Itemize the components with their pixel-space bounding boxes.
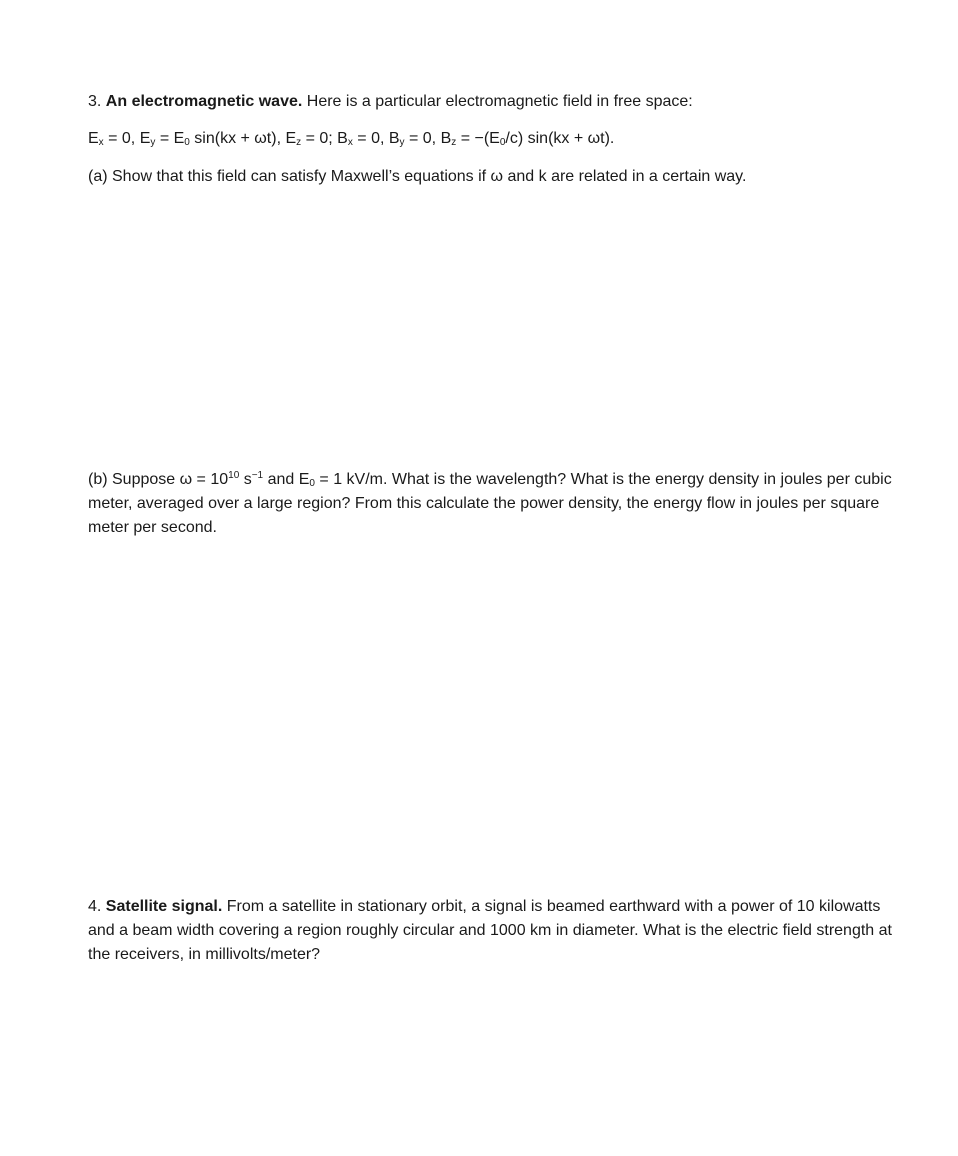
problem-4-number: 4.	[88, 898, 102, 915]
problem-4-body: From a satellite in stationary orbit, a signal is beamed earthward with a power of 10 kilowatts and a beam width covering a region roughly circular and 1000 km in diameter. What is the electric field strength at the receivers, in millivolts/meter?	[88, 898, 892, 963]
problem-3-part-b: (b) Suppose $\omega = 10^{10}$ $s^{-1}$ and $E_0 = 1$ kV/m. What is the wavelength? What is the energy density in joules per cubic meter, averaged over a large region? From this calculate the power density, the energy flow in joules per square meter per second.	[88, 470, 892, 536]
problem-3-part-a: (a) Show that this field can satisfy Maxwell’s equations if ω and k are related in a certain way.	[88, 168, 747, 185]
problem-3-heading	[88, 90, 898, 114]
problem-3-title: An electromagnetic wave.	[105, 93, 303, 110]
problem-3-number: 3.	[88, 93, 102, 110]
problem-3-intro: Here is a particular electromagnetic field in free space:	[306, 93, 693, 110]
problem-4	[88, 895, 898, 967]
field-equations: $E_x = 0$, $E_y = E_0$ sin(kx + ωt), $E_z = 0$; $B_x = 0$, $B_y = 0$, $B_z = -(E_0/c) \sin(kx + \omega t)$.	[88, 130, 615, 148]
problem-4-title: Satellite signal.	[105, 898, 223, 915]
